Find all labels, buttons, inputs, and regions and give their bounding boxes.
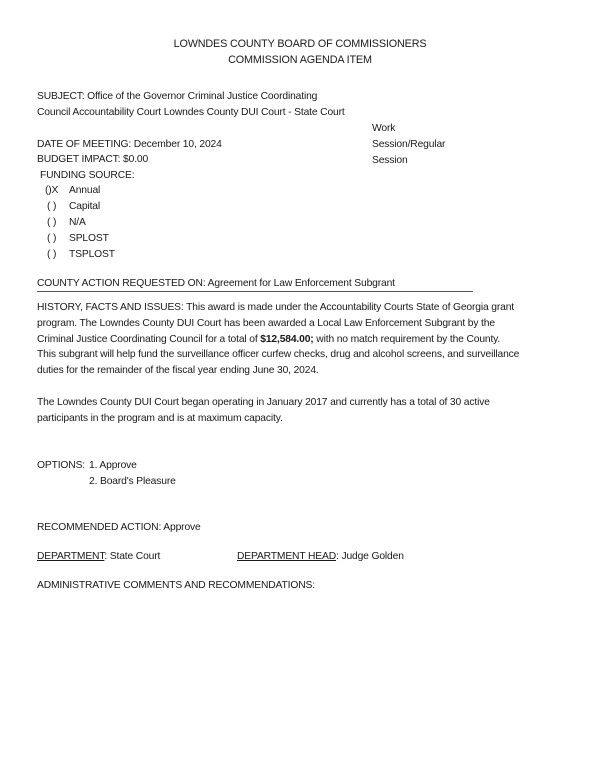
funding-label: TSPLOST (69, 249, 115, 260)
header-title: LOWNDES COUNTY BOARD OF COMMISSIONERS (173, 38, 427, 50)
options-label: OPTIONS: (37, 460, 86, 471)
department-head-value: : Judge Golden (336, 551, 404, 562)
department (37, 550, 160, 564)
funding-mark: ( ) (47, 233, 57, 244)
option-item: 2. Board's Pleasure (89, 476, 176, 487)
history-line: program. The Lowndes County DUI Court has been awarded a Local Law Enforcement Subgrant by the (37, 318, 495, 329)
administrative-comments: ADMINISTRATIVE COMMENTS AND RECOMMENDATIONS: (37, 580, 315, 591)
funding-mark: ( ) (47, 201, 57, 212)
divider (37, 291, 473, 292)
court-info-line: participants in the program and is at maximum capacity. (37, 413, 283, 424)
history-line: This subgrant will help fund the surveillance officer curfew checks, drug and alcohol screens, and surveillance (37, 349, 520, 360)
department-value: : State Court (104, 551, 161, 562)
department-head-label: DEPARTMENT HEAD (237, 551, 337, 562)
history-text: Criminal Justice Coordinating Council for a total of (37, 334, 261, 345)
history-line: HISTORY, FACTS AND ISSUES: This award is made under the Accountability Courts State of Georgia grant (37, 302, 515, 313)
county-action-requested: COUNTY ACTION REQUESTED ON: Agreement for Law Enforcement Subgrant (37, 278, 395, 289)
meeting-type-line: Session (372, 155, 408, 166)
recommended-action: RECOMMENDED ACTION: Approve (37, 522, 201, 533)
court-info-line: The Lowndes County DUI Court began operating in January 2017 and currently has a total of 30 active (37, 397, 490, 408)
funding-label: Capital (69, 201, 101, 212)
subject-line-1: SUBJECT: Office of the Governor Criminal Justice Coordinating (37, 91, 318, 102)
department-head (237, 550, 404, 564)
history-text: with no match requirement by the County. (313, 334, 501, 345)
subject-line-2: Council Accountability Court Lowndes County DUI Court - State Court (37, 107, 345, 118)
budget-impact: BUDGET IMPACT: $0.00 (37, 154, 149, 165)
header-subtitle: COMMISSION AGENDA ITEM (228, 54, 372, 66)
funding-label: SPLOST (69, 233, 109, 244)
option-item: 1. Approve (89, 460, 137, 471)
meeting-type-line: Work (372, 123, 396, 134)
meeting-type-line: Session/Regular (372, 139, 446, 150)
funding-label: N/A (69, 217, 86, 228)
meeting-date: DATE OF MEETING: December 10, 2024 (37, 139, 222, 150)
funding-mark: ( ) (47, 217, 57, 228)
funding-mark: ()X (45, 185, 59, 196)
funding-mark: ( ) (47, 249, 57, 260)
history-line: duties for the remainder of the fiscal year ending June 30, 2024. (37, 365, 319, 376)
funding-label: Annual (69, 185, 101, 196)
funding-source-label: FUNDING SOURCE: (40, 170, 135, 181)
history-line (37, 333, 500, 347)
grant-amount: $12,584.00; (260, 334, 314, 345)
department-label: DEPARTMENT (37, 551, 105, 562)
